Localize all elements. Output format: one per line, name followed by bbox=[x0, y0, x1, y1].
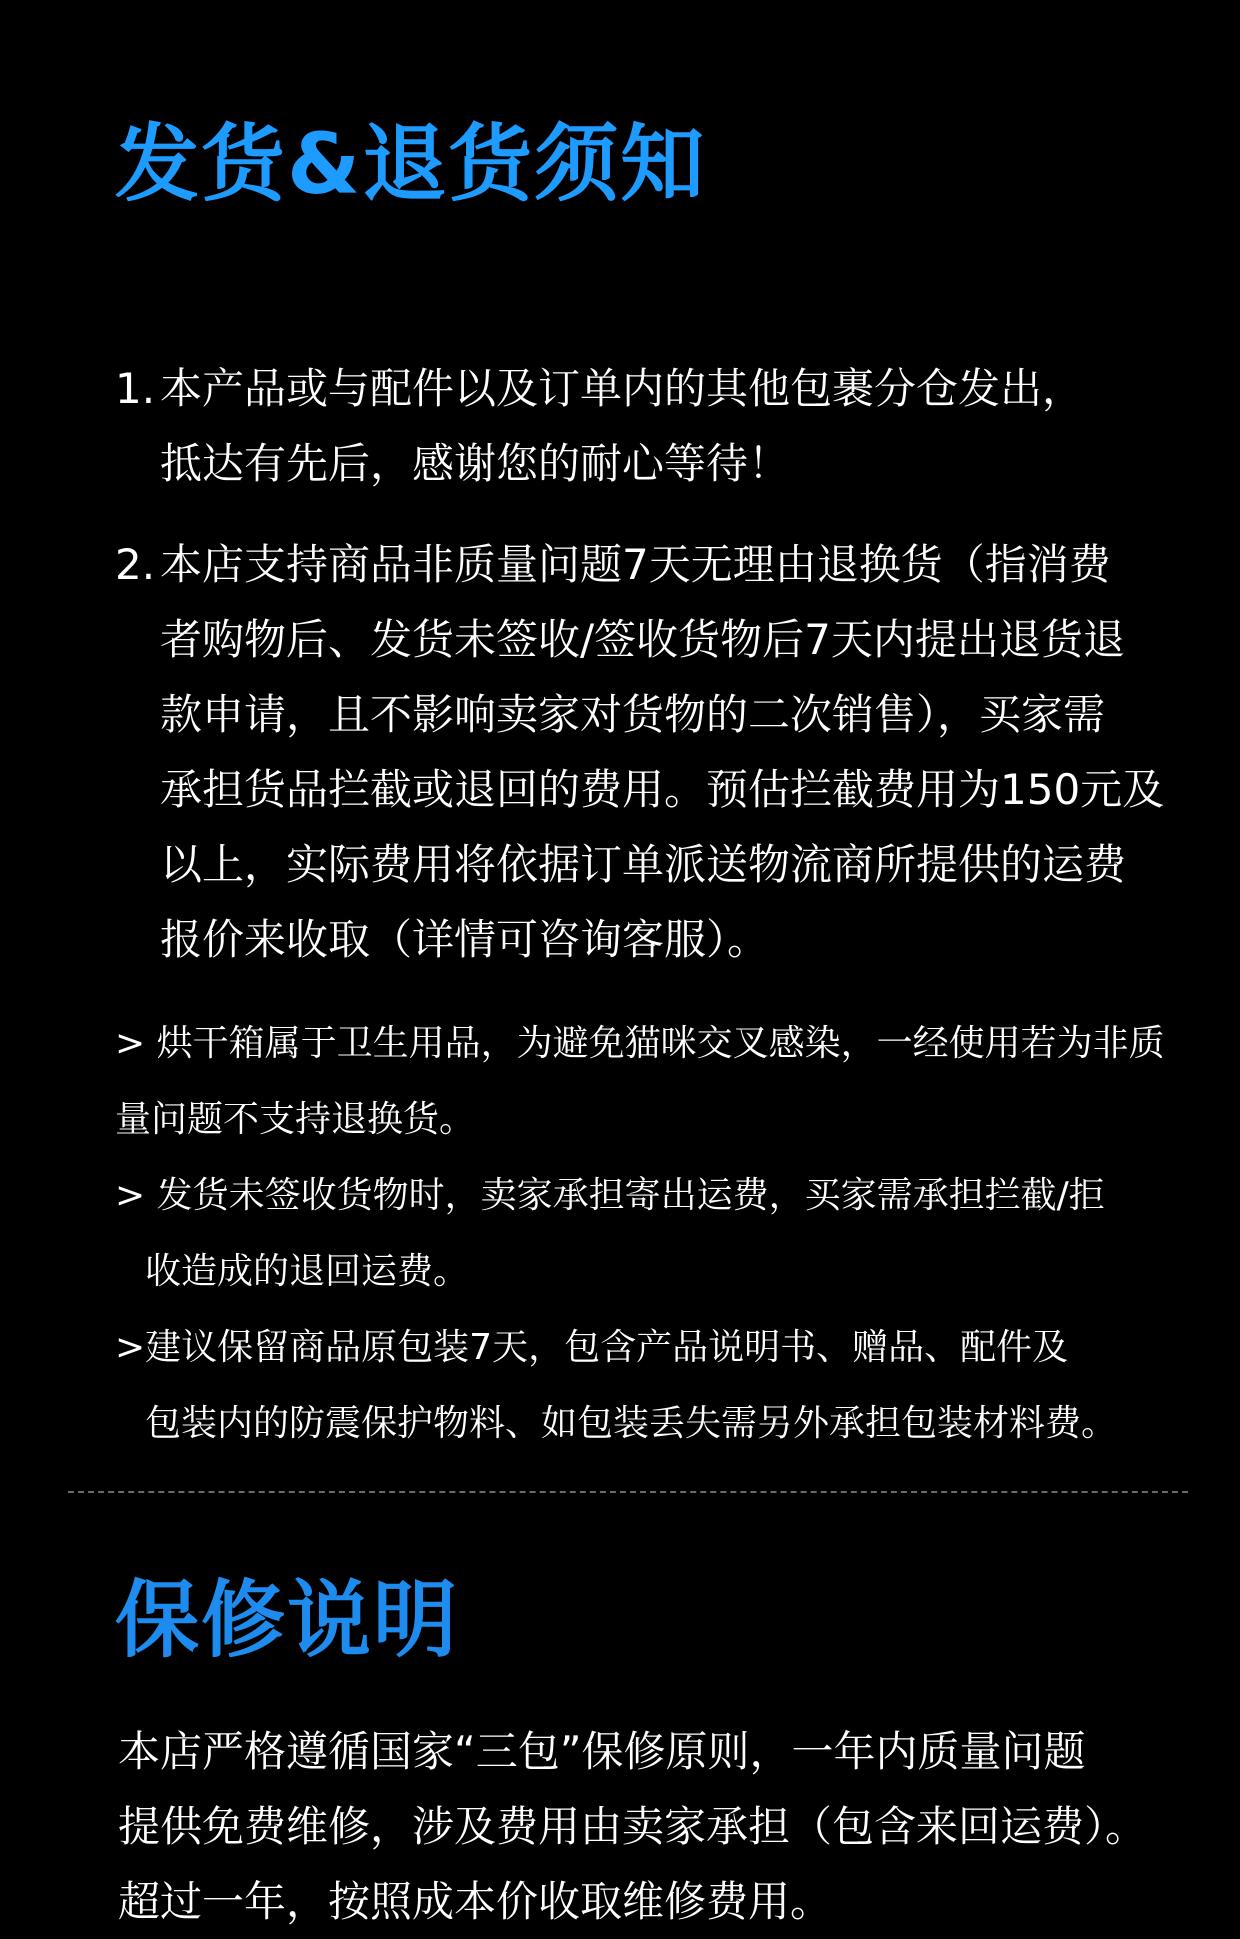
item-line: 本产品或与配件以及订单内的其他包裹分仓发出， bbox=[160, 364, 1085, 413]
warranty-text bbox=[118, 1714, 1198, 1939]
item-line: 承担货品拦截或退回的费用。预估拦截费用为150元及 bbox=[160, 765, 1165, 814]
item-line: 本店支持商品非质量问题7天无理由退换货（指消费 bbox=[160, 540, 1111, 589]
item-line: 抵达有先后，感谢您的耐心等待！ bbox=[160, 439, 791, 488]
warranty-title: 保修说明 bbox=[115, 1571, 460, 1669]
shipping-returns-title: 发货&退货须知 bbox=[115, 115, 707, 213]
warranty-line: 超过一年，按照成本价收取维修费用。 bbox=[118, 1877, 833, 1926]
dashed-divider bbox=[68, 1491, 1188, 1493]
note-line: > 烘干箱属于卫生用品，为避免猫咪交叉感染，一经使用若为非质 bbox=[115, 1023, 1165, 1064]
note-line: 包装内的防震保护物料、如包装丢失需另外承担包装材料费。 bbox=[145, 1403, 1118, 1444]
note-line: 收造成的退回运费。 bbox=[145, 1251, 470, 1292]
policy-item-2 bbox=[115, 527, 1175, 977]
policy-notes bbox=[115, 1006, 1185, 1462]
item-line: 以上，实际费用将依据订单派送物流商所提供的运费 bbox=[160, 840, 1127, 889]
policy-item-1 bbox=[115, 351, 1175, 501]
item-number: 2. bbox=[115, 540, 156, 589]
note-line: > 发货未签收货物时，卖家承担寄出运费，买家需承担拦截/拒 bbox=[115, 1175, 1105, 1216]
warranty-line: 本店严格遵循国家“三包”保修原则，一年内质量问题 bbox=[118, 1727, 1086, 1776]
item-number: 1. bbox=[115, 364, 156, 413]
note-line: >建议保留商品原包装7天，包含产品说明书、赠品、配件及 bbox=[115, 1327, 1069, 1368]
warranty-line: 提供免费维修，涉及费用由卖家承担（包含来回运费）。 bbox=[118, 1802, 1148, 1851]
item-line: 报价来收取（详情可咨询客服）。 bbox=[160, 915, 770, 964]
note-line: 量问题不支持退换货。 bbox=[115, 1099, 476, 1140]
item-line: 者购物后、发货未签收/签收货物后7天内提出退货退 bbox=[160, 615, 1125, 664]
item-line: 款申请，且不影响卖家对货物的二次销售），买家需 bbox=[160, 690, 1106, 739]
